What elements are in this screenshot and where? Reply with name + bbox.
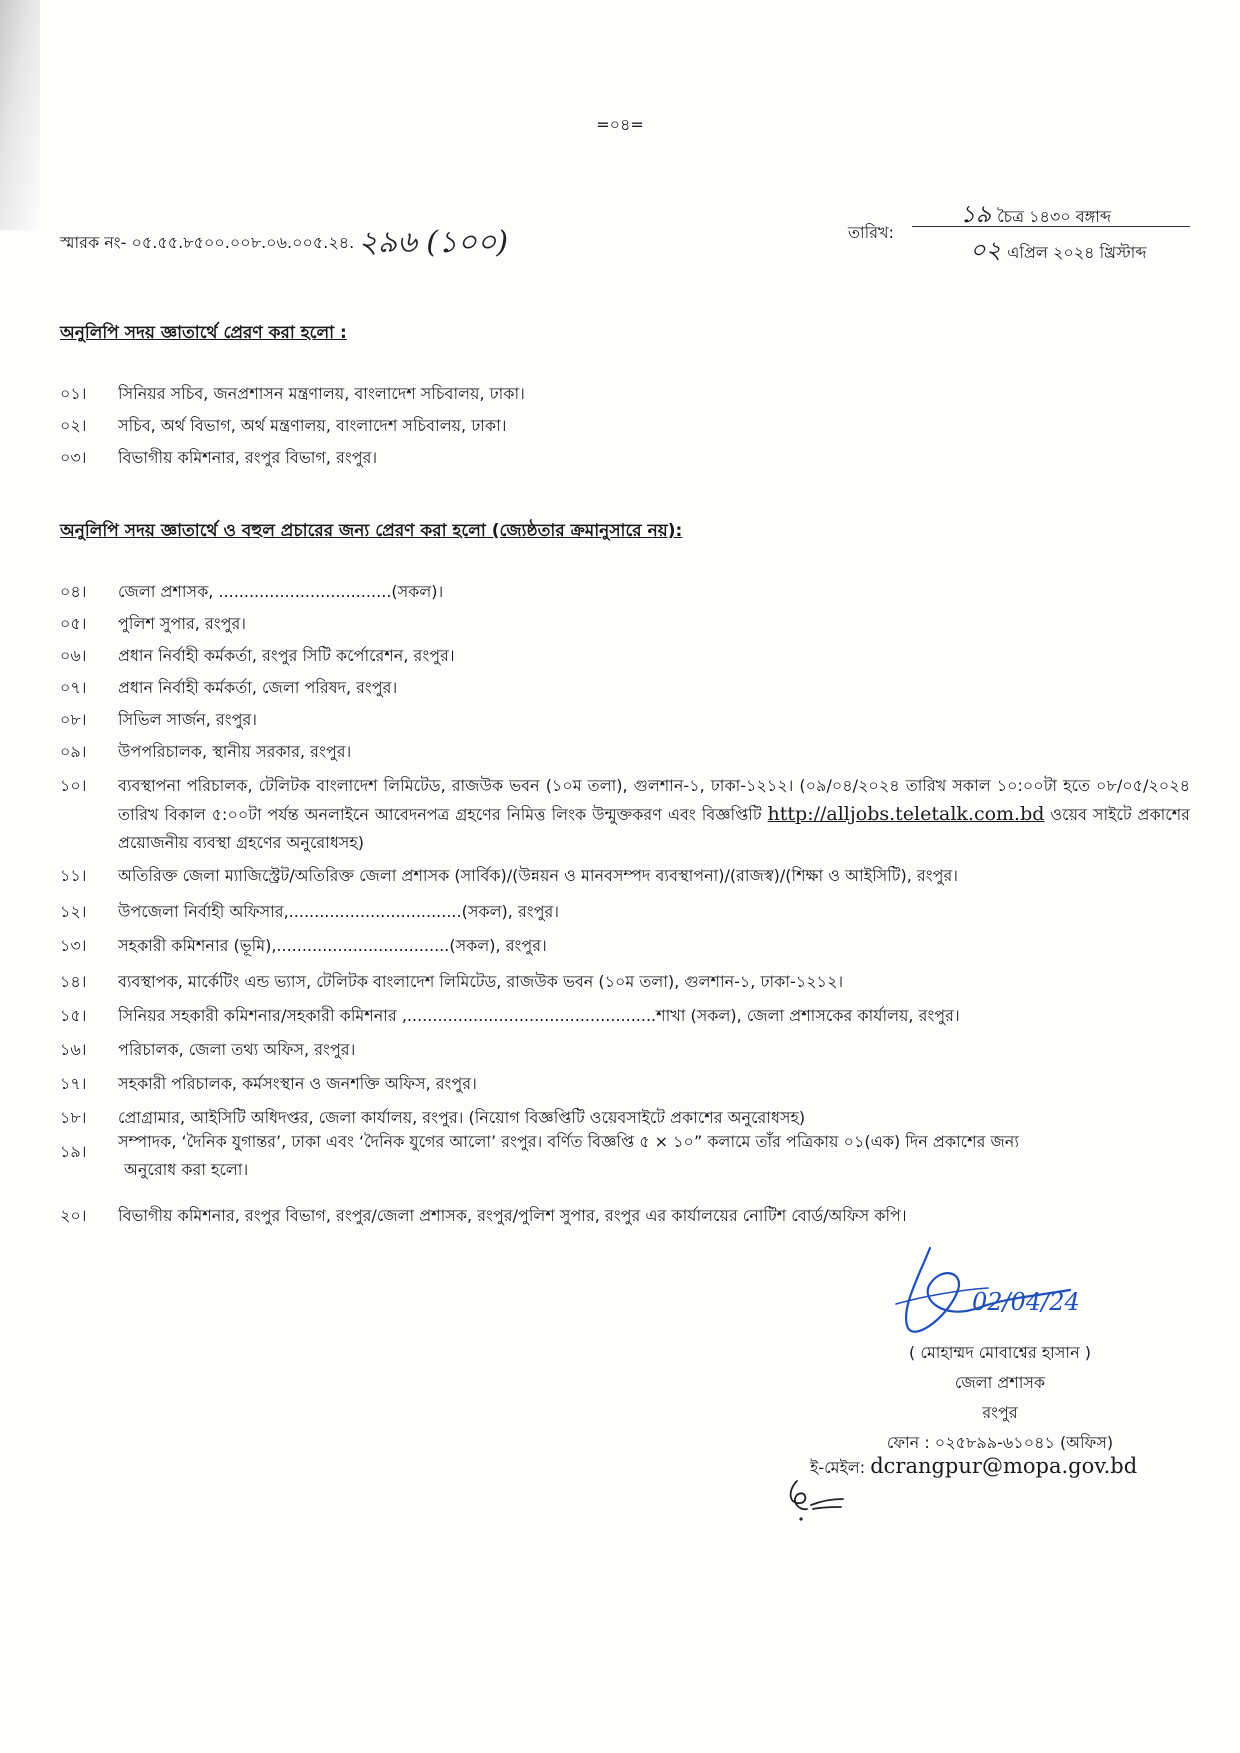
item-text: [118, 1128, 1190, 1184]
item-number: ০৩।: [60, 448, 87, 467]
item-text: পরিচালক, জেলা তথ্য অফিস, রংপুর।: [118, 1040, 356, 1059]
signature-date: 02/04/24: [972, 1288, 1080, 1316]
item-text: সহকারী পরিচালক, কর্মসংস্থান ও জনশক্তি অফিস, রংপুর।: [118, 1074, 477, 1093]
page-number: =০৪=: [596, 115, 644, 134]
initial-mark: [783, 1475, 853, 1525]
item-number: ১১।: [60, 866, 87, 885]
item10-text: ব্যবস্থাপনা পরিচালক, টেলিটক বাংলাদেশ লিমিটেড, রাজউক ভবন (১০ম তলা), গুলশান-১, ঢাকা-১২১২। (০৯/০৪/২০২৪ তারিখ সকাল ১০:০০টা হতে ০৮/০৫/২০২৪ তারিখ বিকাল ৫:০০টা পর্যন্ত অনলাইনে আবেদনপত্র গ্রহণের নিমিত্ত লিংক উন্মুক্তকরণ এবং বিজ্ঞপ্তিটি: [118, 776, 1190, 824]
signatory-name: ( মোহাম্মদ মোবাশ্বের হাসান ): [909, 1343, 1091, 1362]
item-number: ০৪।: [60, 582, 87, 601]
signatory-phone: ফোন : ০২৫৮৯৯-৬১০৪১ (অফিস): [886, 1433, 1114, 1452]
item-text: [118, 772, 1190, 857]
item-number: ১৭।: [60, 1074, 87, 1093]
item-number: ১২।: [60, 902, 87, 921]
item-text: অতিরিক্ত জেলা ম্যাজিস্ট্রেট/অতিরিক্ত জেলা প্রশাসক (সার্বিক)/(উন্নয়ন ও মানবসম্পদ ব্যবস্থাপনা)/(রাজস্ব)/(শিক্ষা ও আইসিটি), রংপুর।: [118, 866, 959, 885]
item-number: ০৫।: [60, 614, 87, 633]
item-text: সহকারী কমিশনার (ভূমি),..................................(সকল), রংপুর।: [118, 936, 547, 955]
item-number: ১৩।: [60, 936, 87, 955]
email-label: ই-মেইল:: [810, 1458, 866, 1477]
signature-block: [760, 1338, 1240, 1458]
item-number: ০৭।: [60, 678, 87, 697]
item-number: ১৪।: [60, 972, 87, 991]
item-text: ব্যবস্থাপক, মার্কেটিং এন্ড ভ্যাস, টেলিটক বাংলাদেশ লিমিটেড, রাজউক ভবন (১০ম তলা), গুলশান-১, ঢাকা-১২১২।: [118, 972, 844, 991]
item-text: পুলিশ সুপার, রংপুর।: [118, 614, 247, 633]
item-text: সিনিয়র সহকারী কমিশনার/সহকারী কমিশনার ,.................................................শাখা (সকল), জেলা প্রশাসকের কার্যালয়, রংপুর।: [118, 1006, 960, 1025]
date-gregorian: [970, 232, 1146, 272]
item-number: ১০।: [60, 776, 87, 795]
list-item-10: [60, 772, 1190, 860]
item-text: বিভাগীয় কমিশনার, রংপুর বিভাগ, রংপুর/জেলা প্রশাসক, রংপুর/পুলিশ সুপার, রংপুর এর কার্যালয়ের নোটিশ বোর্ড/অফিস কপি।: [118, 1206, 907, 1225]
item19-line2: অনুরোধ করা হলো।: [124, 1160, 249, 1179]
date-greg-rest: এপ্রিল ২০২৪ খ্রিস্টাব্দ: [1007, 243, 1147, 262]
item-number: ০২।: [60, 416, 87, 435]
date-bangla-rest: চৈত্র ১৪৩০ বঙ্গাব্দ: [997, 207, 1112, 226]
signatory-place: রংপুর: [982, 1403, 1018, 1422]
item-number: ০৬।: [60, 646, 87, 665]
item10-after: ওয়েব সাইটে প্রকাশের প্রয়োজনীয় ব্যবস্থা গ্রহণের অনুরোধসহ): [118, 805, 1190, 852]
date-label: তারিখ:: [848, 223, 894, 242]
signature-mark: [860, 1238, 1140, 1348]
date-bangla: [960, 196, 1111, 236]
item-number: ০৯।: [60, 742, 87, 761]
item-number: ১৫।: [60, 1006, 87, 1025]
item-text: সচিব, অর্থ বিভাগ, অর্থ মন্ত্রণালয়, বাংলাদেশ সচিবালয়, ঢাকা।: [118, 416, 507, 435]
email-address[interactable]: dcrangpur@mopa.gov.bd: [870, 1454, 1138, 1478]
section2-heading: অনুলিপি সদয় জ্ঞাতার্থে ও বহুল প্রচারের জন্য প্রেরণ করা হলো (জ্যেষ্ঠতার ক্রমানুসারে নয়):: [60, 521, 683, 541]
item-number: ১৯।: [60, 1142, 87, 1161]
signatory-title: জেলা প্রশাসক: [954, 1373, 1046, 1392]
memo-handwritten-number: ২৯৬ (১০০): [358, 225, 509, 260]
teletalk-link[interactable]: http://alljobs.teletalk.com.bd: [767, 803, 1045, 825]
list-item-19: [60, 1128, 1190, 1198]
item19-line1: সম্পাদক, ‘দৈনিক যুগান্তর’, ঢাকা এবং ‘দৈনিক যুগের আলো’ রংপুর। বর্ণিত বিজ্ঞপ্তি ৫ × ১০” কলামে তাঁর পত্রিকায় ০১(এক) দিন প্রকাশের জন্য: [118, 1132, 1019, 1151]
item-number: ১৮।: [60, 1108, 87, 1127]
item-text: উপপরিচালক, স্থানীয় সরকার, রংপুর।: [118, 742, 352, 761]
date-bangla-day: ১৯: [960, 200, 992, 228]
memo-label: স্মারক নং- ০৫.৫৫.৮৫০০.০০৮.০৬.০০৫.২৪.: [60, 233, 355, 252]
item-number: ১৬।: [60, 1040, 87, 1059]
item-text: জেলা প্রশাসক, ..................................(সকল)।: [118, 582, 444, 601]
item-number: ২০।: [60, 1206, 87, 1225]
item-text: বিভাগীয় কমিশনার, রংপুর বিভাগ, রংপুর।: [118, 448, 378, 467]
item-text: সিভিল সার্জন, রংপুর।: [118, 710, 257, 729]
section1-heading: অনুলিপি সদয় জ্ঞাতার্থে প্রেরণ করা হলো :: [60, 323, 347, 343]
memo-number: [60, 218, 508, 269]
item-text: প্রোগ্রামার, আইসিটি অধিদপ্তর, জেলা কার্যালয়, রংপুর। (নিয়োগ বিজ্ঞপ্তিটি ওয়েবসাইটে প্রকাশের অনুরোধসহ): [118, 1108, 806, 1127]
item-text: প্রধান নির্বাহী কর্মকর্তা, জেলা পরিষদ, রংপুর।: [118, 678, 398, 697]
item-text: সিনিয়র সচিব, জনপ্রশাসন মন্ত্রণালয়, বাংলাদেশ সচিবালয়, ঢাকা।: [118, 384, 525, 403]
signatory-email: [810, 1454, 1137, 1482]
item-text: প্রধান নির্বাহী কর্মকর্তা, রংপুর সিটি কর্পোরেশন, রংপুর।: [118, 646, 455, 665]
date-greg-day: ০২: [970, 236, 1002, 264]
item-number: ০৮।: [60, 710, 87, 729]
item-text: উপজেলা নির্বাহী অফিসার,..................................(সকল), রংপুর।: [118, 902, 560, 921]
item-number: ০১।: [60, 384, 87, 403]
